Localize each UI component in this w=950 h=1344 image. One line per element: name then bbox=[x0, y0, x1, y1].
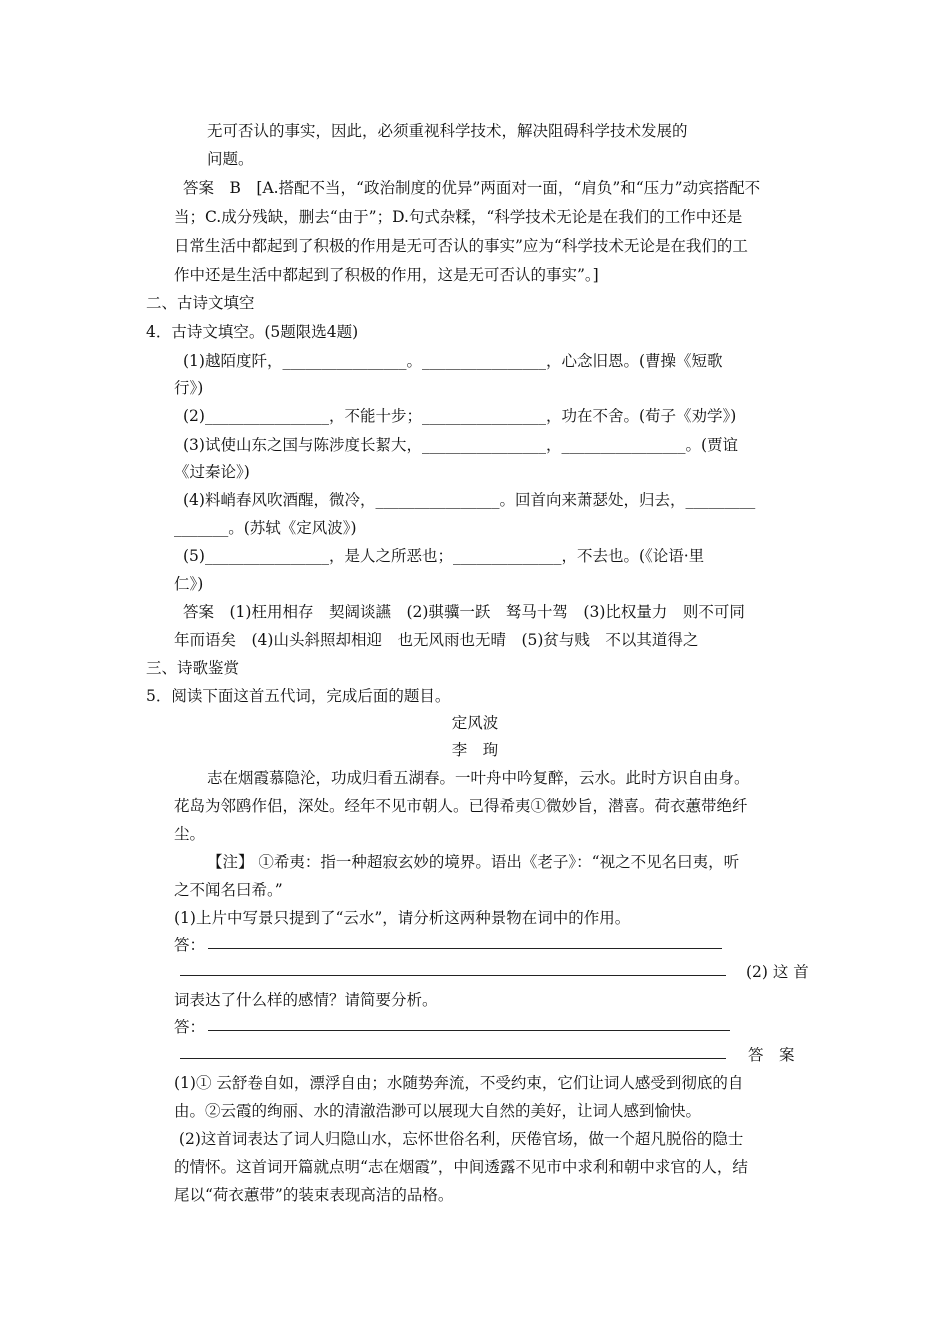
q5-answer-line: 由。②云霞的绚丽、水的清澈浩渺可以展现大自然的美好，让词人感到愉快。 bbox=[174, 1102, 702, 1120]
section-heading: 三、诗歌鉴赏 bbox=[146, 659, 240, 677]
q4-item: (1)越陌度阡，________________。________________，心念旧恩。(曹操《短歌 bbox=[183, 352, 723, 370]
poem-title: 定风波 bbox=[451, 714, 499, 732]
q4-answer-line: 答案 (1)枉用相存 契阔谈讌 (2)骐骥一跃 驽马十驾 (3)比权量力 则不可同 bbox=[183, 603, 745, 621]
q4-item: 仁》) bbox=[174, 575, 204, 593]
q3-text-line: 问题。 bbox=[207, 150, 254, 168]
q5-sub-question: (2) 这 首 bbox=[746, 963, 809, 981]
q4-item: _______。(苏轼《定风波》) bbox=[174, 519, 357, 537]
q3-text-line: 无可否认的事实，因此，必须重视科学技术，解决阻碍科学技术发展的 bbox=[207, 122, 688, 140]
q5-sub-question: 词表达了什么样的感情？请简要分析。 bbox=[174, 991, 438, 1009]
q5-answer-line: (1)① 云舒卷自如，漂浮自由；水随势奔流，不受约束，它们让词人感受到彻底的自 bbox=[174, 1074, 744, 1092]
q4-title: 4．古诗文填空。(5题限选4题) bbox=[146, 323, 359, 341]
q4-item: (3)试使山东之国与陈涉度长絜大，________________，________________。(贾谊 bbox=[183, 436, 739, 454]
poem-line: 志在烟霞慕隐沦，功成归看五湖春。一叶舟中吟复醉，云水。此时方识自由身。 bbox=[207, 769, 750, 787]
q3-answer-line: 当；C.成分残缺，删去“由于”；D.句式杂糅，“科学技术无论是在我们的工作中还是 bbox=[174, 208, 743, 226]
answer-label: 答： bbox=[174, 936, 206, 954]
q4-answer-line: 年而语矣 (4)山头斜照却相迎 也无风雨也无晴 (5)贫与贱 不以其道得之 bbox=[174, 631, 699, 649]
answer-blank-line bbox=[208, 948, 722, 949]
section-heading: 二、古诗文填空 bbox=[146, 294, 255, 312]
q4-item: (5)________________，是人之所恶也；______________，不去也。(《论语·里 bbox=[183, 547, 705, 565]
q3-answer-line: 日常生活中都起到了积极的作用是无可否认的事实”应为“科学技术无论是在我们的工 bbox=[174, 237, 748, 255]
answer-blank-line bbox=[180, 975, 726, 976]
answer-heading: 答 案 bbox=[748, 1046, 795, 1064]
q5-sub-question: (1)上片中写景只提到了“云水”，请分析这两种景物在词中的作用。 bbox=[174, 909, 631, 927]
answer-blank-line bbox=[208, 1030, 730, 1031]
answer-blank-line bbox=[180, 1058, 726, 1059]
q5-answer-line: 尾以“荷衣蕙带”的装束表现高洁的品格。 bbox=[174, 1186, 454, 1204]
q5-title: 5．阅读下面这首五代词，完成后面的题目。 bbox=[146, 687, 451, 705]
q4-item: 《过秦论》) bbox=[174, 463, 250, 481]
q4-item: 行》) bbox=[174, 379, 204, 397]
poem-note: 之不闻名曰希。” bbox=[174, 881, 283, 899]
q4-item: (2)________________，不能十步；________________，功在不舍。(荀子《劝学》) bbox=[183, 407, 737, 425]
poem-note: 【注】 ①希夷：指一种超寂玄妙的境界。语出《老子》：“视之不见名曰夷，听 bbox=[207, 853, 740, 871]
poem-line: 尘。 bbox=[174, 825, 206, 843]
q5-answer-line: 的情怀。这首词开篇就点明“志在烟霞”，中间透露不见市中求利和朝中求官的人，结 bbox=[174, 1158, 748, 1176]
poem-line: 花岛为邻鸥作侣，深处。经年不见市朝人。已得希夷①微妙旨，潜喜。荷衣蕙带绝纤 bbox=[174, 797, 748, 815]
q3-answer-line: 答案 B [A.搭配不当，“政治制度的优异”两面对一面，“肩负”和“压力”动宾搭配不 bbox=[183, 179, 761, 197]
q4-item: (4)料峭春风吹酒醒，微冷，________________。回首向来萧瑟处，归去，_________ bbox=[183, 491, 756, 509]
answer-label: 答： bbox=[174, 1018, 206, 1036]
poem-author: 李 珣 bbox=[451, 741, 499, 759]
q5-answer-line: (2)这首词表达了词人归隐山水，忘怀世俗名利，厌倦官场，做一个超凡脱俗的隐士 bbox=[174, 1130, 744, 1148]
q3-answer-line: 作中还是生活中都起到了积极的作用，这是无可否认的事实”。] bbox=[174, 266, 599, 284]
